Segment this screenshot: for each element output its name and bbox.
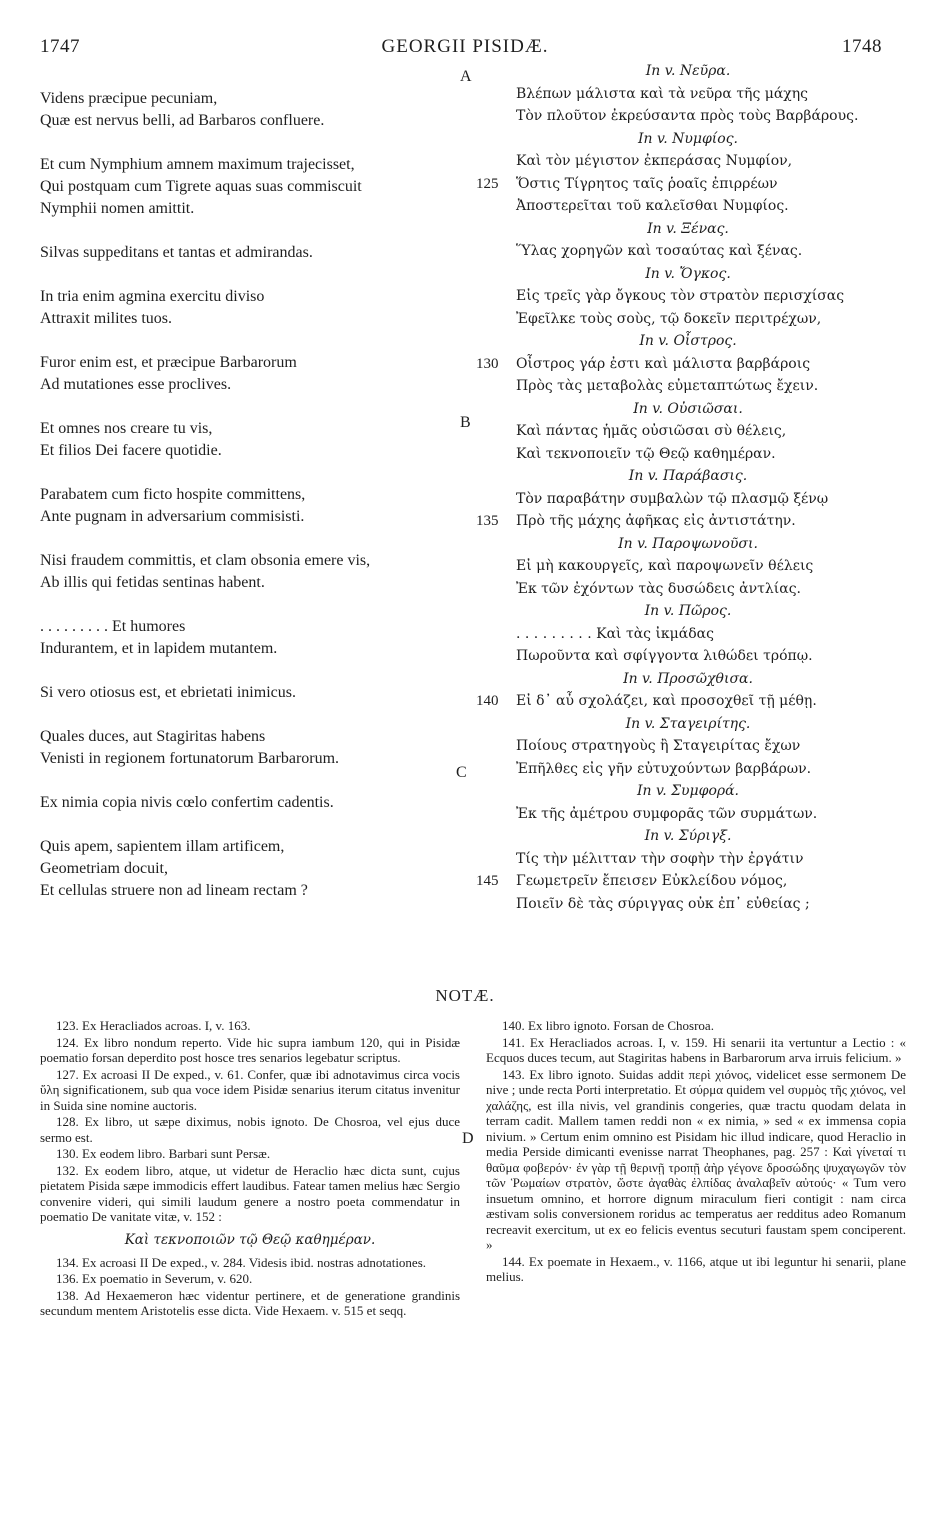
- greek-verse-line: [468, 758, 908, 781]
- greek-verse-text: Καὶ τὸν μέγιστον ἐκπεράσας Νυμφίον,: [516, 153, 793, 169]
- latin-verse-line: Et filios Dei facere quotidie.: [40, 442, 222, 459]
- latin-verse-line: Parabatem cum ficto hospite committens,: [40, 486, 306, 503]
- greek-verse-text: Καὶ τεκνοποιεῖν τῷ Θεῷ καθημέραν.: [516, 445, 776, 462]
- greek-verse-line: [468, 195, 908, 218]
- greek-entry: [468, 218, 908, 263]
- greek-entry: [468, 263, 908, 331]
- greek-entry-heading: In v. Οἶστρος.: [639, 333, 737, 349]
- greek-verse-line: [468, 488, 908, 511]
- margin-marker-c: C: [456, 764, 467, 781]
- greek-verse-text: Εἰς τρεῖς γὰρ ὄγκους τὸν στρατὸν περισχίσας: [516, 288, 845, 304]
- latin-verse-block: [40, 352, 465, 396]
- latin-translation-column: [40, 88, 465, 924]
- latin-verse-block: [40, 154, 465, 220]
- latin-verse-line: Quales duces, aut Stagiritas habens: [40, 728, 266, 745]
- left-page-number: 1747: [40, 36, 80, 57]
- notes-quote: Καὶ τεκνοποιῶν τῷ Θεῷ καθημέραν.: [124, 1231, 376, 1248]
- greek-verse-text: Ἐκ τῆς ἀμέτρου συμφορᾶς τῶν συρμάτων.: [516, 805, 818, 822]
- latin-verse-line: Videns præcipue pecuniam,: [40, 90, 218, 107]
- latin-verse-line: Et omnes nos creare tu vis,: [40, 420, 213, 437]
- greek-verse-line: [468, 623, 908, 646]
- latin-verse-line: Ante pugnam in adversarium commisisti.: [40, 508, 305, 525]
- greek-verse-line: [468, 105, 908, 128]
- greek-entry-heading: In v. Νυμφίος.: [637, 130, 739, 147]
- latin-verse-line: Silvas suppeditans et tantas et admirandas.: [40, 244, 313, 261]
- latin-verse-line: Furor enim est, et præcipue Barbarorum: [40, 354, 297, 371]
- verse-number: 145: [476, 873, 499, 889]
- latin-verse-line: In tria enim agmina exercitu diviso: [40, 288, 265, 305]
- greek-verse-line: [468, 420, 908, 443]
- note-paragraph: 138. Ad Hexaemeron hæc videntur pertinere, et de generatione grandinis secundum mentem Aristotelis esse dicta. Vide Hexaem. v. 515 et seqq.: [40, 1287, 460, 1318]
- latin-verse-line: Attraxit milites tuos.: [40, 310, 172, 327]
- greek-verse-text: Ἐκ τῶν ἐχόντων τὰς δυσώδεις ἀντλίας.: [516, 580, 802, 597]
- latin-verse-line: Nymphii nomen amittit.: [40, 200, 195, 217]
- greek-verse-line: [468, 308, 908, 331]
- greek-entry-heading: In v. Παροψωνοῦσι.: [618, 535, 758, 552]
- greek-verse-line: [468, 83, 908, 106]
- greek-verse-line: [468, 893, 908, 916]
- greek-entry: [468, 60, 908, 128]
- greek-verse-text: Ὕλας χορηγῶν καὶ τοσαύτας καὶ ξένας.: [516, 243, 803, 259]
- greek-verse-text: Ἀποστερεῖται τοῦ καλεῖσθαι Νυμφίος.: [516, 198, 789, 214]
- greek-verse-line: [468, 578, 908, 601]
- greek-entry: [468, 780, 908, 825]
- greek-entry-heading: In v. Πῶρος.: [644, 603, 732, 619]
- greek-entry: [468, 330, 908, 398]
- greek-verse-line: [468, 510, 908, 533]
- notes-right-column: [486, 1018, 906, 1286]
- greek-verse-line: [468, 285, 908, 308]
- greek-verse-line: [468, 375, 908, 398]
- greek-verse-text: Πρὸ τῆς μάχης ἀφῆκας εἰς ἀντιστάτην.: [516, 513, 796, 529]
- margin-marker-d: D: [462, 1130, 474, 1147]
- greek-verse-line: [468, 240, 908, 263]
- greek-verse-text: Εἰ μὴ κακουργεῖς, καὶ παροψωνεῖν θέλεις: [516, 558, 814, 574]
- notes-left-column: [40, 1018, 460, 1320]
- latin-verse-line: Qui postquam cum Tigrete aquas suas commiscuit: [40, 178, 362, 195]
- latin-verse-block: [40, 726, 465, 770]
- greek-entry-heading: In v. Παράβασις.: [628, 468, 748, 484]
- latin-verse-line: Indurantem, et in lapidem mutantem.: [40, 640, 278, 657]
- note-paragraph: 144. Ex poemate in Hexaem., v. 1166, atque ut ibi leguntur hi senarii, plane melius.: [486, 1253, 906, 1284]
- latin-verse-line: Geometriam docuit,: [40, 860, 168, 877]
- margin-marker-a: A: [460, 68, 472, 85]
- greek-entry-heading: In v. Οὐσιῶσαι.: [633, 400, 743, 417]
- greek-entry-heading: In v. Ξένας.: [647, 220, 729, 237]
- greek-verse-text: . . . . . . . . . Καὶ τὰς ἰκμάδας: [516, 625, 714, 642]
- latin-verse-line: Quis apem, sapientem illam artificem,: [40, 838, 285, 855]
- greek-entry: [468, 128, 908, 218]
- greek-entry-heading: In v. Νεῦρα.: [645, 63, 731, 79]
- greek-verse-line: [468, 150, 908, 173]
- greek-verse-text: Ὅστις Τίγρητος ταῖς ῥοαῖς ἐπιρρέων: [516, 175, 778, 192]
- verse-number: 135: [476, 513, 499, 529]
- greek-verse-text: Ποιεῖν δὲ τὰς σύριγγας οὐκ ἐπ᾽ εὐθείας ;: [516, 895, 810, 912]
- greek-entry: [468, 600, 908, 668]
- note-paragraph: 128. Ex libro, ut sæpe diximus, nobis ignoto. De Chosroa, vel ejus duce sermo est.: [40, 1114, 460, 1145]
- latin-verse-block: [40, 242, 465, 264]
- greek-verse-text: Εἰ δ᾽ αὖ σχολάζει, καὶ προσοχθεῖ τῇ μέθῃ.: [516, 693, 817, 709]
- greek-verse-line: [468, 690, 908, 713]
- greek-entry: [468, 713, 908, 781]
- greek-verse-line: [468, 443, 908, 466]
- latin-verse-line: Venisti in regionem fortunatorum Barbarorum.: [40, 750, 340, 767]
- greek-verse-line: [468, 173, 908, 196]
- greek-entry-heading: In v. Ὄγκος.: [645, 265, 731, 282]
- greek-entry-heading: In v. Συμφορά.: [636, 783, 740, 799]
- margin-marker-b: B: [460, 414, 471, 431]
- latin-verse-line: Nisi fraudem committis, et clam obsonia emere vis,: [40, 552, 371, 569]
- note-paragraph: 134. Ex acroasi II De exped., v. 284. Videsis ibid. nostras adnotationes.: [56, 1254, 427, 1270]
- greek-verse-line: [468, 848, 908, 871]
- latin-verse-block: [40, 286, 465, 330]
- note-paragraph: 124. Ex libro nondum reperto. Vide hic supra iambum 120, qui in Pisidæ poematio forsan deperdito post hosce tres senarios legebatur scriptus.: [40, 1034, 460, 1065]
- greek-verse-text: Πρὸς τὰς μεταβολὰς εὐμεταπτώτως ἔχειν.: [516, 378, 819, 394]
- note-paragraph: 127. Ex acroasi II De exped., v. 61. Confer, quæ ibi adnotavimus circa vocis ὕλη significationem, sub qua voce idem Pisidæ senarius iterum citatus invenitur in Suida sine nomine auctoris.: [40, 1066, 460, 1113]
- verse-number: 140: [476, 693, 499, 709]
- note-paragraph: 136. Ex poematio in Severum, v. 620.: [56, 1271, 253, 1286]
- running-title: GEORGII PISIDÆ.: [381, 36, 549, 57]
- latin-verse-line: Si vero otiosus est, et ebrietati inimicus.: [40, 684, 296, 701]
- greek-text-column: [468, 60, 908, 915]
- latin-verse-block: [40, 418, 465, 462]
- greek-entry: [468, 465, 908, 533]
- notes-title: NOTÆ.: [435, 986, 495, 1005]
- greek-verse-text: Καὶ πάντας ἡμᾶς οὐσιῶσαι σὺ θέλεις,: [516, 423, 787, 439]
- right-page-number: 1748: [842, 36, 882, 57]
- note-paragraph: 140. Ex libro ignoto. Forsan de Chosroa.: [502, 1018, 714, 1033]
- greek-verse-line: [468, 870, 908, 893]
- note-paragraph: 143. Ex libro ignoto. Suidas addit περὶ χιόνος, videlicet esse sermonem De nive ; unde recta Porti interpretatio. Et σύρμα quidem vel συρμὸς τῆς χιόνος, vel χαλάζης, est illa nivis, vel grandinis congeries, quæ tractu quodam delata in terram cadit. Mallem tamen reddi non « ex nimia, » sed « ex immensa copia nivium. » Certum enim omnino est Pisidam hic illud indicare, quod Heraclio in media Perside dimicanti evenisse narrat Theophanes, pag. 257 : Καὶ γίνεταί τι θαῦμα φοβερόν· ἐν γὰρ τῇ θερινῇ τροπῇ ἀὴρ γέγονε δροσώδης ψυχαγωγῶν τὸν τῶν Ῥωμαίων στρατὸν, ὥστε ἀγαθὰς ἐλπίδας ἀναλαβεῖν αὐτούς· « Tum vero insuetum omnino, et horrore dignum miraculum fieri contigit : nam circa æstivam solis conversionem roridus ac temperatus aer redditus adeo Romanum recreavit exercitum, ut ex eo felicis eventus secuturi faustam spem conciperent. »: [486, 1066, 906, 1252]
- greek-entry-heading: In v. Σύριγξ.: [644, 828, 732, 844]
- latin-verse-block: [40, 836, 465, 902]
- greek-entry: [468, 668, 908, 713]
- latin-verse-line: . . . . . . . . . Et humores: [40, 618, 186, 635]
- latin-verse-block: [40, 682, 465, 704]
- greek-verse-text: Οἶστρος γάρ ἐστι καὶ μάλιστα βαρβάροις: [516, 355, 811, 372]
- greek-verse-line: [468, 735, 908, 758]
- latin-verse-block: [40, 792, 465, 814]
- note-paragraph: 141. Ex Heracliados acroas. I, v. 159. Hi senarii ita vertuntur a Lectio : « Ecquos duces tecum, aut Stagiritas habens in Barbarorum arva irruis felicium. »: [486, 1034, 906, 1065]
- greek-entry: [468, 825, 908, 915]
- latin-verse-line: Ad mutationes esse proclives.: [40, 376, 232, 393]
- greek-entry-heading: In v. Σταγειρίτης.: [625, 715, 751, 732]
- greek-entry-heading: In v. Προσῶχθισα.: [623, 670, 753, 687]
- greek-verse-text: Πωροῦντα καὶ σφίγγοντα λιθώδει τρόπῳ.: [516, 648, 813, 664]
- latin-verse-line: Ex nimia copia nivis cœlo confertim cadentis.: [40, 794, 334, 811]
- greek-verse-text: Ποίους στρατηγοὺς ἢ Σταγειρίτας ἔχων: [516, 738, 801, 754]
- greek-verse-line: [468, 555, 908, 578]
- verse-number: 130: [476, 355, 499, 372]
- latin-verse-line: Et cum Nymphium amnem maximum trajecisset,: [40, 156, 355, 173]
- greek-verse-text: Βλέπων μάλιστα καὶ τὰ νεῦρα τῆς μάχης: [516, 85, 809, 102]
- greek-entry: [468, 398, 908, 466]
- latin-verse-block: [40, 88, 465, 132]
- greek-verse-line: [468, 803, 908, 826]
- note-paragraph: 130. Ex eodem libro. Barbari sunt Persæ.: [56, 1146, 271, 1161]
- greek-verse-text: Ἐφεῖλκε τοὺς σοὺς, τῷ δοκεῖν περιτρέχων,: [516, 310, 822, 327]
- greek-entry: [468, 533, 908, 601]
- greek-verse-text: Ἐπῆλθες εἰς γῆν εὐτυχούντων βαρβάρων.: [516, 760, 812, 777]
- greek-verse-text: Γεωμετρεῖν ἔπεισεν Εὐκλείδου νόμος,: [516, 873, 788, 889]
- note-paragraph: 123. Ex Heracliados acroas. I, v. 163.: [56, 1018, 251, 1033]
- latin-verse-block: [40, 616, 465, 660]
- latin-verse-block: [40, 550, 465, 594]
- greek-verse-text: Τὸν παραβάτην συμβαλὼν τῷ πλασμῷ ξένῳ: [516, 490, 829, 507]
- latin-verse-block: [40, 484, 465, 528]
- greek-verse-line: [468, 645, 908, 668]
- latin-verse-line: Et cellulas struere non ad lineam rectam ?: [40, 882, 308, 899]
- greek-verse-text: Τίς τὴν μέλιτταν τὴν σοφὴν τὴν ἐργάτιν: [516, 850, 804, 867]
- latin-verse-line: Quæ est nervus belli, ad Barbaros confluere.: [40, 112, 325, 129]
- greek-verse-text: Τὸν πλοῦτον ἐκρεύσαντα πρὸς τοὺς Βαρβάρους.: [516, 108, 859, 124]
- verse-number: 125: [476, 175, 499, 192]
- latin-verse-line: Ab illis qui fetidas sentinas habent.: [40, 574, 265, 591]
- note-paragraph: 132. Ex eodem libro, atque, ut videtur de Heraclio hæc dicta sunt, cujus pietatem Pisida sæpe immodicis effert laudibus. Fatear tamen melius hæc Sergio convenire videri, qui simili laudum genere a nostro poeta commendatur in poematio De vanitate vitæ, v. 152 :: [40, 1162, 460, 1224]
- greek-verse-line: [468, 353, 908, 376]
